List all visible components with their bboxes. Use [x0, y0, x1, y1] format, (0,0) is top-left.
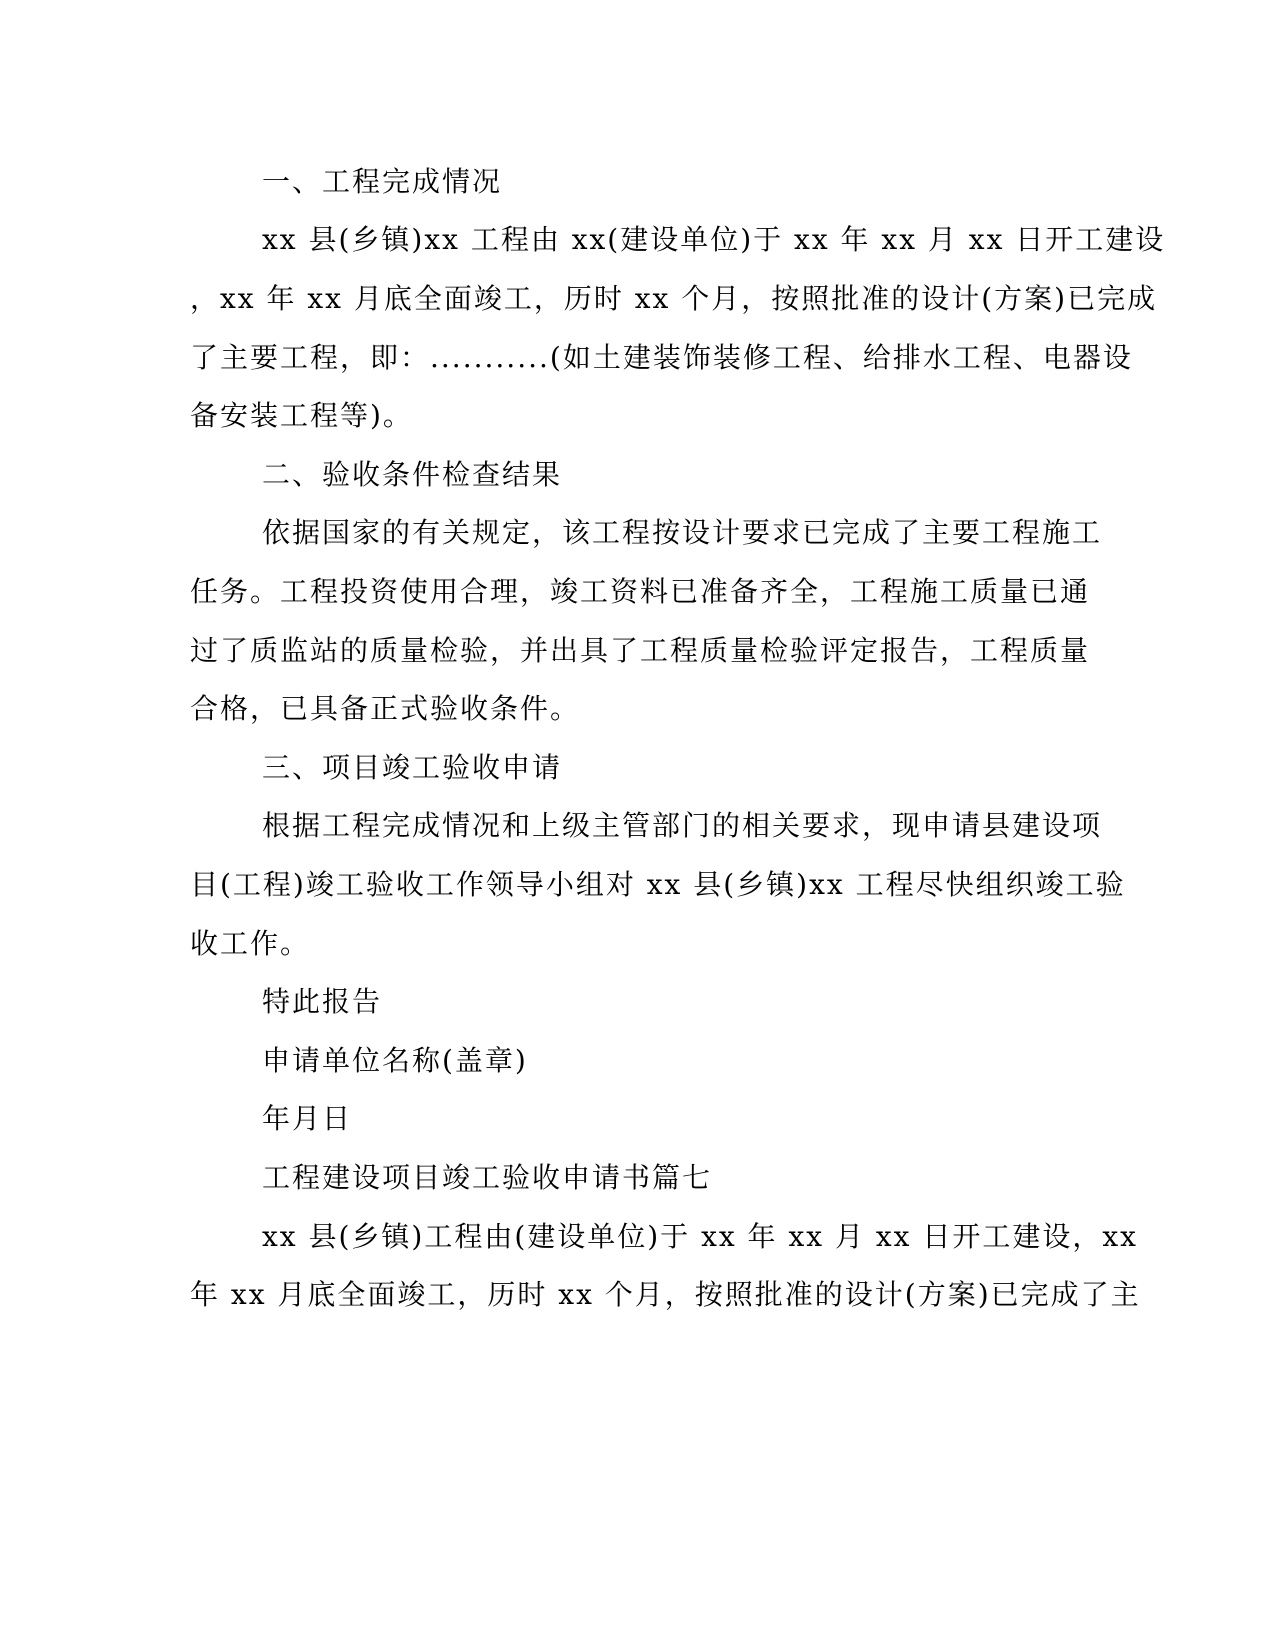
paragraph-line: 根据工程完成情况和上级主管部门的相关要求，现申请县建设项 — [262, 809, 1103, 842]
paragraph-line: 任务。工程投资使用合理，竣工资料已准备齐全，工程施工质量已通 — [190, 575, 1091, 608]
paragraph-line: 过了质监站的质量检验，并出具了工程质量检验评定报告，工程质量 — [190, 634, 1091, 667]
paragraph-line: 依据国家的有关规定，该工程按设计要求已完成了主要工程施工 — [262, 516, 1103, 549]
section-heading-3: 三、项目竣工验收申请 — [262, 751, 563, 784]
paragraph-line: 备安装工程等)。 — [190, 399, 413, 432]
closing-text: 特此报告 — [262, 985, 383, 1018]
applicant-name-line: 申请单位名称(盖章) — [262, 1044, 528, 1077]
paragraph-line: 收工作。 — [190, 927, 311, 960]
paragraph-line: ，xx 年 xx 月底全面竣工，历时 xx 个月，按照批准的设计(方案)已完成 — [190, 282, 1158, 315]
paragraph-line: 合格，已具备正式验收条件。 — [190, 692, 581, 725]
next-section-title: 工程建设项目竣工验收申请书篇七 — [262, 1161, 713, 1194]
section-heading-1: 一、工程完成情况 — [262, 165, 503, 198]
section-heading-2: 二、验收条件检查结果 — [262, 458, 563, 491]
paragraph-line: 目(工程)竣工验收工作领导小组对 xx 县(乡镇)xx 工程尽快组织竣工验 — [190, 868, 1126, 901]
paragraph-line: 了主要工程，即：...........(如土建装饰装修工程、给排水工程、电器设 — [190, 341, 1133, 374]
date-line: 年月日 — [262, 1102, 353, 1135]
paragraph-line: 年 xx 月底全面竣工，历时 xx 个月，按照批准的设计(方案)已完成了主 — [190, 1278, 1141, 1311]
paragraph-line: xx 县(乡镇)工程由(建设单位)于 xx 年 xx 月 xx 日开工建设，xx — [262, 1220, 1138, 1253]
paragraph-line: xx 县(乡镇)xx 工程由 xx(建设单位)于 xx 年 xx 月 xx 日开工建设 — [262, 223, 1166, 256]
